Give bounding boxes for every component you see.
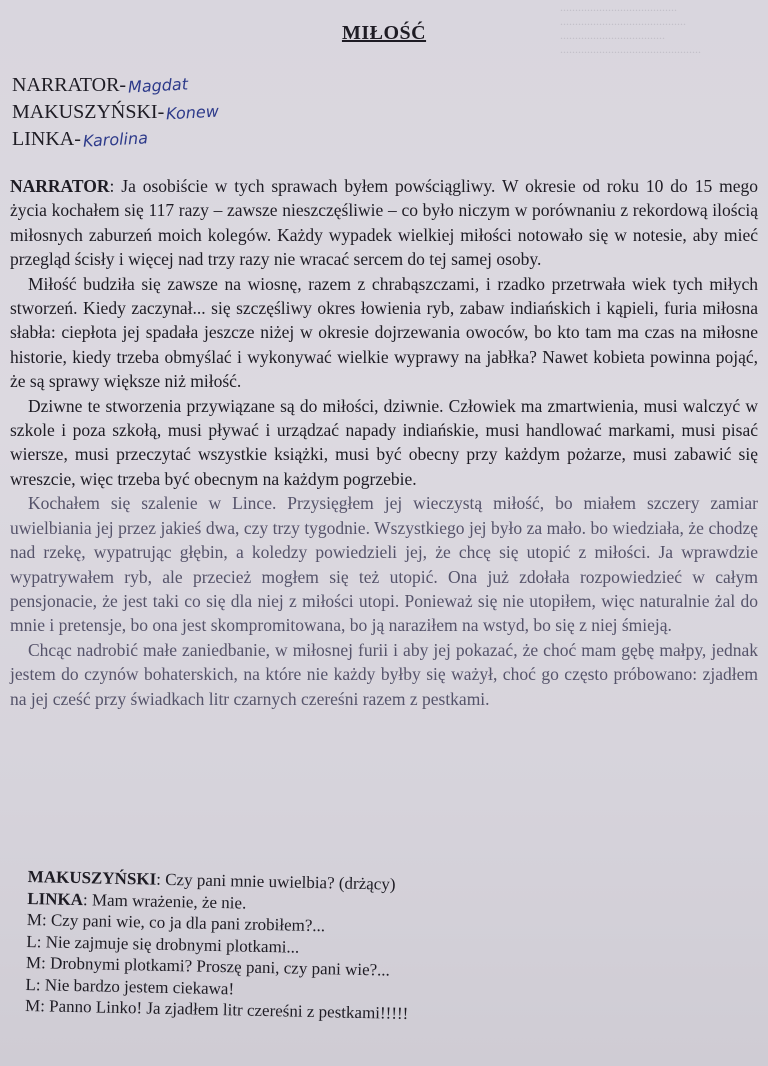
dialogue-block bbox=[25, 866, 728, 1031]
paragraph bbox=[10, 638, 758, 711]
cast-role: LINKA- bbox=[12, 128, 81, 150]
paragraph-text: Dziwne te stworzenia przywiązane są do miłości, dziwnie. Człowiek ma zmartwienia, musi walczyć w szkole i poza szkołą, musi pływać i urządzać napady indiańskie, musi handlować markami, musi pisać wiersze, musi przeczytać wszystkie książki, musi być obecny przy każdym pożarze, musi zabawić się wreszcie, więc trzeba być obecnym na każdym pogrzebie. bbox=[10, 395, 758, 489]
dialogue-text: L: Nie zajmuje się drobnymi plotkami... bbox=[26, 931, 300, 957]
cast-actor-handwritten: Magdat bbox=[127, 74, 189, 97]
dialogue-text: : Mam wrażenie, że nie. bbox=[82, 889, 247, 913]
paragraph-text: Chcąc nadrobić małe zaniedbanie, w miłosnej furii i aby jej pokazać, że choć mam gębę małpy, jednak jestem do czynów bohaterskich, na które nie każdy byłby się ważył, choć go często próbowano: zjadłem na jej cześć przy świadkach litr czarnych czereśni razem z pestkami. bbox=[10, 639, 758, 709]
paragraph-text: Miłość budziła się zawsze na wiosnę, razem z chrabąszczami, i rzadko przetrwała wiek tych miłych stworzeń. Kiedy zaczynał... się szczęśliwy okres łowienia ryb, zabaw indiańskich i kąpieli, furia miłosna słabła: ciepłota jej spadała jeszcze niżej w okresie dojrzewania owoców, bo kto tam ma czas na miłosne historie, kiedy trzeba obmyślać i wykonywać wielkie wyprawy na jabłka? Nawet kobieta powinna pojąć, że są sprawy większe niż miłość. bbox=[10, 273, 758, 392]
cast-row bbox=[12, 72, 219, 99]
speaker-label: NARRATOR bbox=[10, 176, 110, 196]
paragraph bbox=[10, 394, 758, 492]
paragraph-text: Kochałem się szalenie w Lince. Przysięgłem jej wieczystą miłość, bo miałem szczery zamiar uwielbiania jej przez jakieś dwa, czy trzy tygodnie. Wszystkiego jej było za mało. bo wiedziała, że chodzę nad rzekę, wypatrując głębin, a koledzy powiedzieli jej, że chcę się utopić z miłości. Ja wprawdzie wypatrywałem ryb, ale przecież mogłem się też utopić. Ona już zdołała rozpowiedzieć w całym pensjonacie, że jest taki co się dla niej z miłości utopi. Ponieważ się nie utopiłem, więc naturalnie żal do mnie i pretensje, bo ona jest skompromitowana, bo ją naraziłem na wstyd, bo się z niej śmieją. bbox=[10, 493, 758, 636]
cast-list bbox=[12, 72, 219, 153]
speaker-label: LINKA bbox=[27, 888, 84, 909]
cast-row bbox=[12, 99, 219, 126]
paragraph-text: : Ja osobiście w tych sprawach byłem powściągliwy. W okresie od roku 10 do 15 mego życia kochałem się 117 razy – zawsze nieszczęśliwie – co było niczym w porównaniu z rekordową ilością miłosnych zaburzeń moich kolegów. Każdy wypadek wielkiej miłości notowało się w notesie, aby mieć przegląd ścisły i więcej nad trzy razy nie wracać sercem do tej samej osoby. bbox=[10, 176, 758, 270]
paragraph bbox=[10, 174, 758, 272]
paragraph bbox=[10, 491, 758, 637]
cast-actor-handwritten: Konew bbox=[165, 101, 220, 124]
dialogue-text: M: Drobnymi plotkami? Proszę pani, czy pani wie?... bbox=[25, 952, 391, 980]
dialogue-text: M: Czy pani wie, co ja dla pani zrobiłem?... bbox=[26, 909, 326, 936]
cast-actor-handwritten: Karolina bbox=[82, 128, 149, 151]
paragraph bbox=[10, 272, 758, 394]
cast-row bbox=[12, 126, 219, 153]
cast-role: NARRATOR- bbox=[12, 74, 127, 96]
bleed-through-text: ....................................... .......................................... ................................... ............................................... bbox=[560, 0, 701, 56]
dialogue-text: : Czy pani mnie uwielbia? (drżący) bbox=[156, 869, 396, 894]
cast-role: MAKUSZYŃSKI- bbox=[12, 101, 165, 123]
dialogue-text: L: Nie bardzo jestem ciekawa! bbox=[25, 974, 235, 998]
document-title: MIŁOŚĆ bbox=[341, 22, 427, 44]
speaker-label: MAKUSZYŃSKI bbox=[27, 866, 157, 889]
narration-body bbox=[10, 174, 758, 711]
dialogue-text: M: Panno Linko! Ja zjadłem litr czereśni z pestkami!!!!! bbox=[24, 995, 409, 1023]
